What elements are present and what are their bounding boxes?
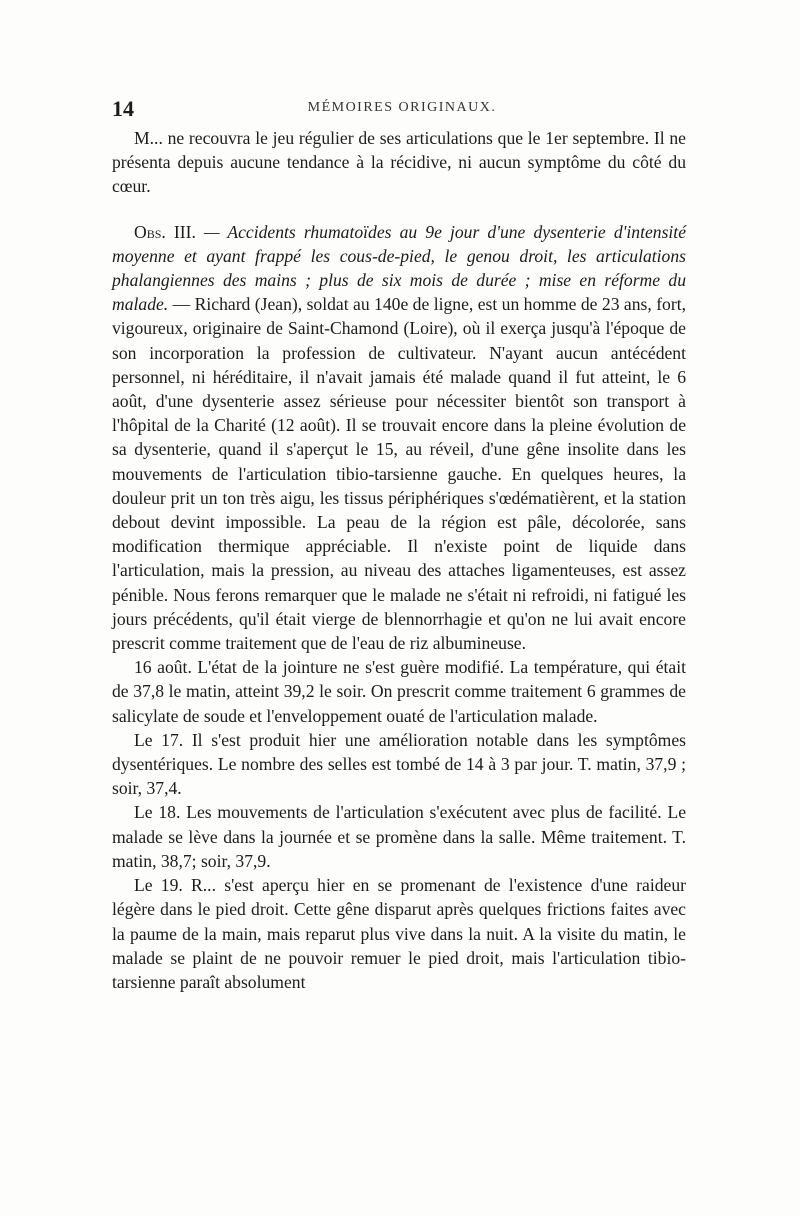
dated-entry	[112, 800, 686, 873]
paragraph-text: — Richard (Jean), soldat au 140e de ligne, est un homme de 23 ans, fort, vigoureux, originaire de Saint-Chamond (Loire), où il exerça jusqu'à l'époque de son incorporation la profession de cultivateur. N'ayant aucun antécédent personnel, ni héréditaire, il n'avait jamais été malade quand il fut atteint, le 6 août, d'une dysenterie assez sérieuse pour nécessiter bientôt son transport à l'hôpital de la Charité (12 août). Il se trouvait encore dans la pleine évolution de sa dysenterie, quand il s'aperçut le 15, au réveil, d'une gêne insolite dans les mouvements de l'articulation tibio-tarsienne gauche. En quelques heures, la douleur prit un ton très aigu, les tissus périphériques s'œdématièrent, et la station debout devint impossible. La peau de la région est pâle, décolorée, sans modification thermique appréciable. Il n'existe point de liquide dans l'articulation, mais la pression, au niveau des attaches ligamenteuses, est assez pénible. Nous ferons remarquer que le malade ne s'était ni refroidi, ni fatigué les jours précédents, qu'il était vierge de blennorrhagie et qu'on ne lui avait encore prescrit comme traitement que de l'eau de riz albumineuse.	[112, 294, 686, 654]
entry-date: 16 août.	[134, 657, 192, 678]
dated-entry	[112, 728, 686, 801]
body-text	[112, 126, 686, 994]
entry-date: Le 17.	[134, 729, 184, 750]
paragraph-text: L'état de la jointure ne s'est guère modifié. La température, qui était de 37,8 le matin, atteint 39,2 le soir. On prescrit comme traitement 6 grammes de salicylate de soude et l'enveloppement ouaté de l'articulation malade.	[112, 657, 686, 726]
paragraph-text: M... ne recouvra le jeu régulier de ses articulations que le 1er septembre. Il ne présenta depuis aucune tendance à la récidive, ni aucun symptôme du côté du cœur.	[112, 128, 686, 197]
paragraph-text: Il s'est produit hier une amélioration notable dans les symptômes dysentériques. Le nombre des selles est tombé de 14 à 3 par jour. T. matin, 37,9 ; soir, 37,4.	[112, 729, 687, 799]
running-head: MÉMOIRES ORIGINAUX.	[307, 100, 497, 115]
entry-date: Le 18.	[134, 802, 181, 823]
page-number: 14	[112, 96, 134, 121]
dated-entry	[112, 655, 686, 728]
dated-entry	[112, 873, 686, 994]
entry-date: Le 19.	[134, 875, 183, 896]
paragraph-text: R... s'est aperçu hier en se promenant de l'existence d'une raideur légère dans le pied droit. Cette gêne disparut après quelques frictions faites avec la paume de la main, mais reparut plus vive dans la nuit. A la visite du matin, le malade se plaint de ne pouvoir remuer le pied droit, mais l'articulation tibio-tarsienne paraît absolument	[112, 875, 686, 992]
paragraph-text: Les mouvements de l'articulation s'exécutent avec plus de facilité. Le malade se lève dans la journée et se promène dans la salle. Même traitement. T. matin, 38,7; soir, 37,9.	[112, 802, 686, 871]
page-header	[112, 96, 692, 124]
paragraph-continuation	[112, 126, 686, 199]
observation-label: Obs. III.	[134, 221, 196, 242]
observation-paragraph	[112, 220, 686, 656]
observation-title: — Accidents rhumatoïdes au 9e jour d'une dysenterie d'intensité moyenne et ayant frappé les cous-de-pied, le genou droit, les articulations phalangiennes des mains ; plus de six mois de durée ; mise en réforme du malade.	[112, 221, 687, 315]
